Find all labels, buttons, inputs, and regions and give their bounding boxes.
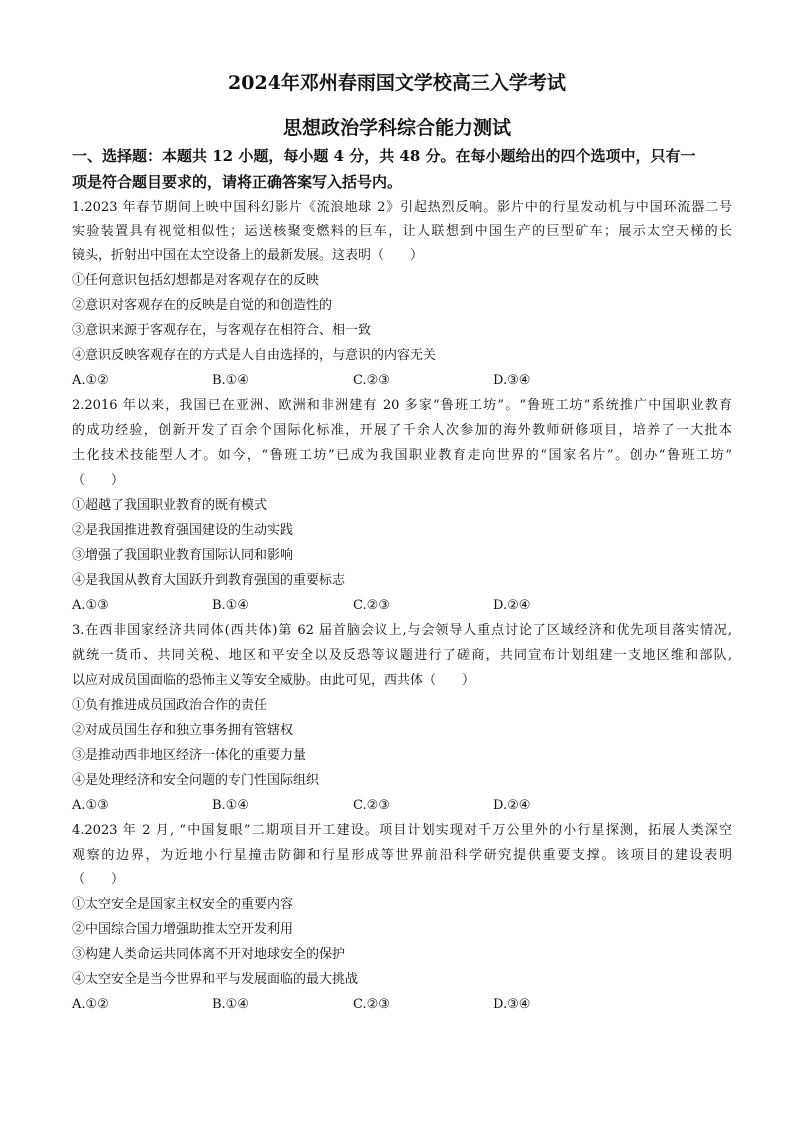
page-title: 2024年邓州春雨国文学校高三入学考试 [228, 72, 566, 94]
option-b[interactable]: B.①④ [212, 798, 249, 813]
option-d[interactable]: D.②④ [493, 598, 531, 613]
option-c[interactable]: C.②③ [353, 798, 390, 813]
section-instruction-line-1: 一、选择题：本题共 12 小题，每小题 4 分，共 48 分。在每小题给出的四个选项中，只有一 [72, 147, 696, 165]
question-stem-line: 1.2023 年春节期间上映中国科幻影片《流浪地球 2》引起热烈反响。影片中的行星发动机与中国环流器二号 [72, 200, 732, 215]
statement-item: ②中国综合国力增强助推太空开发利用 [72, 922, 294, 937]
question-stem-line: 就统一货币、共同关税、地区和平安全以及反恐等议题进行了磋商，共同宣布计划组建一支地区维和部队, [72, 648, 732, 663]
question-stem-line: 2.2016 年以来，我国已在亚洲、欧洲和非洲建有 20 多家“鲁班工坊”。“鲁班工坊”系统推广中国职业教育 [72, 398, 732, 413]
section-instruction-line-2: 项是符合题目要求的，请将正确答案写入括号内。 [72, 173, 403, 191]
option-c[interactable]: C.②③ [353, 997, 390, 1012]
option-b[interactable]: B.①④ [212, 373, 249, 388]
statement-item: ①超越了我国职业教育的既有模式 [72, 498, 268, 513]
option-a[interactable]: A.①② [72, 373, 109, 388]
question-stem-line: （ ） [72, 872, 125, 887]
option-a[interactable]: A.①② [72, 997, 109, 1012]
statement-item: ④是处理经济和安全问题的专门性国际组织 [72, 773, 320, 788]
statement-item: ②对成员国生存和独立事务拥有管辖权 [72, 723, 294, 738]
statement-item: ④太空安全是当今世界和平与发展面临的最大挑战 [72, 972, 359, 987]
statement-item: ①负有推进成员国政治合作的责任 [72, 698, 268, 713]
question-stem-line: 3.在西非国家经济共同体(西共体)第 62 届首脑会议上,与会领导人重点讨论了区域经济和优先项目落实情况, [72, 623, 732, 638]
statement-item: ①太空安全是国家主权安全的重要内容 [72, 897, 294, 912]
statement-item: ④意识反映客观存在的方式是人自由选择的，与意识的内容无关 [72, 348, 437, 363]
statement-item: ③增强了我国职业教育国际认同和影响 [72, 548, 294, 563]
statement-item: ②意识对客观存在的反映是自觉的和创造性的 [72, 298, 333, 313]
question-stem-line: 4.2023 年 2 月, “中国复眼”二期项目开工建设。项目计划实现对千万公里外的小行星探测，拓展人类深空 [72, 823, 732, 838]
option-a[interactable]: A.①③ [72, 798, 109, 813]
option-b[interactable]: B.①④ [212, 598, 249, 613]
statement-item: ③构建人类命运共同体离不开对地球安全的保护 [72, 947, 346, 962]
question-stem-line: （ ） [72, 473, 125, 488]
option-d[interactable]: D.③④ [493, 997, 531, 1012]
question-stem-line: 的成功经验，创新开发了百余个国际化标准，开展了千余人次参加的海外教师研修项目，培养了一大批本 [72, 423, 732, 438]
statement-item: ②是我国推进教育强国建设的生动实践 [72, 523, 294, 538]
option-c[interactable]: C.②③ [353, 373, 390, 388]
question-stem-line: 土化技术技能型人才。如今，“鲁班工坊”已成为我国职业教育走向世界的“国家名片”。创办“鲁班工坊” [72, 448, 732, 463]
answer-options [72, 793, 732, 818]
answer-options [72, 992, 732, 1017]
option-d[interactable]: D.③④ [493, 373, 531, 388]
question-stem-line: 观察的边界，为近地小行星撞击防御和行星形成等世界前沿科学研究提供重要支撑。该项目的建设表明 [72, 848, 732, 863]
answer-options [72, 368, 732, 393]
page-subtitle: 思想政治学科综合能力测试 [282, 117, 511, 139]
question-stem-line: 实验装置具有视觉相似性；运送核聚变燃料的巨车，让人联想到中国生产的巨型矿车；展示太空天梯的长 [72, 224, 732, 239]
statement-item: ③是推动西非地区经济一体化的重要力量 [72, 748, 307, 763]
option-b[interactable]: B.①④ [212, 997, 249, 1012]
option-c[interactable]: C.②③ [353, 598, 390, 613]
answer-options [72, 593, 732, 618]
statement-item: ④是我国从教育大国跃升到教育强国的重要标志 [72, 573, 346, 588]
question-stem-line: 以应对成员国面临的恐怖主义等安全威胁。由此可见，西共体（ ） [72, 673, 476, 688]
statement-item: ③意识来源于客观存在，与客观存在相符合、相一致 [72, 323, 372, 338]
option-d[interactable]: D.②④ [493, 798, 531, 813]
option-a[interactable]: A.①③ [72, 598, 109, 613]
statement-item: ①任何意识包括幻想都是对客观存在的反映 [72, 273, 320, 288]
question-stem-line: 镜头，折射出中国在太空设备上的最新发展。这表明（ ） [72, 248, 424, 263]
